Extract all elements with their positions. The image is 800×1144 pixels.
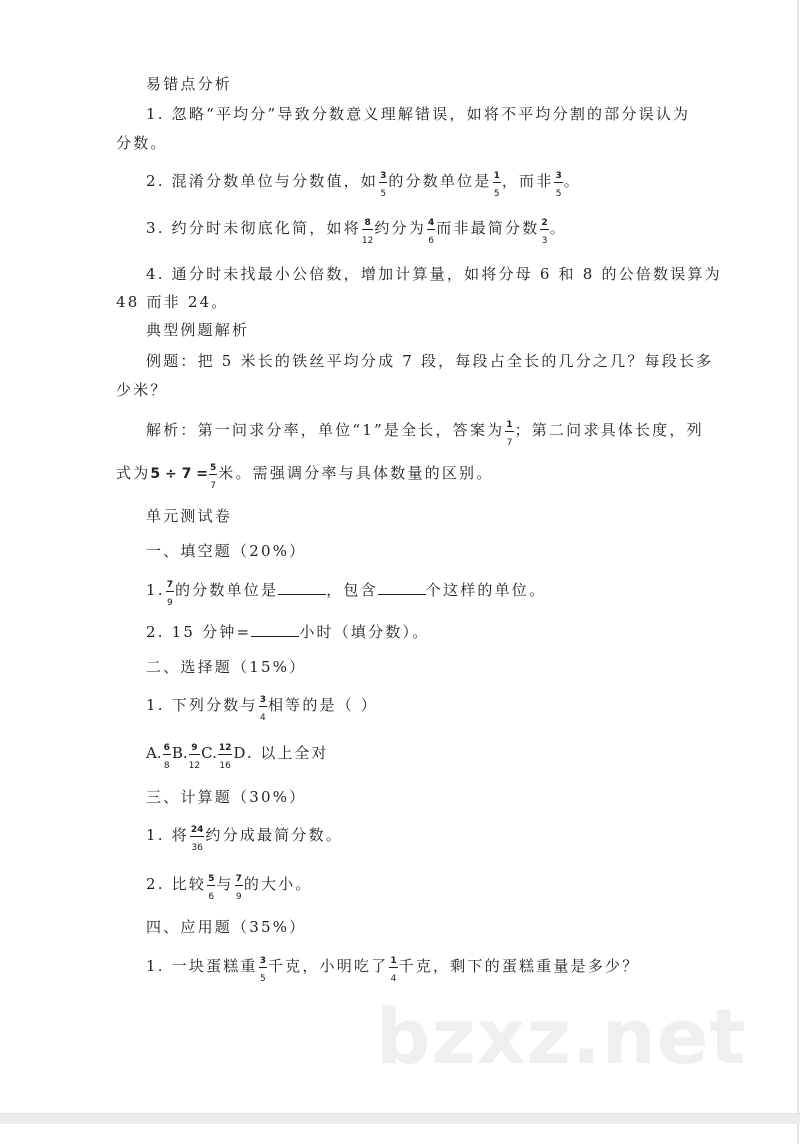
denominator: 3	[541, 236, 548, 246]
fraction	[540, 218, 548, 247]
text: 1. 下列分数与	[146, 696, 258, 714]
part3-question-2	[146, 874, 313, 903]
text: 小时（填分数）。	[299, 623, 430, 641]
denominator: 5	[555, 189, 562, 199]
text: 。	[563, 172, 581, 190]
denominator: 12	[361, 236, 374, 246]
fraction	[259, 695, 267, 724]
answer-blank[interactable]	[278, 580, 326, 595]
text: 千克，剩下的蛋糕重量是多少？	[398, 957, 640, 975]
text: 约分成最简分数。	[205, 826, 344, 844]
text: 千克，小明吃了	[267, 957, 389, 975]
denominator: 4	[259, 713, 266, 723]
numerator: 8	[362, 218, 373, 230]
section-title-test: 单元测试卷	[146, 507, 233, 525]
denominator: 6	[428, 236, 434, 246]
numerator: 2	[541, 218, 548, 228]
text: 2. 混淆分数单位与分数值，如	[146, 172, 379, 190]
part3-question-1	[146, 825, 343, 854]
denominator: 9	[235, 892, 242, 902]
text: 1. 一块蛋糕重	[146, 957, 258, 975]
fraction	[505, 420, 513, 449]
denominator: 5	[380, 189, 387, 199]
text: 式为	[116, 464, 151, 482]
part1-question-1	[146, 580, 546, 609]
math-expression: 5 ÷ 7 =	[150, 466, 208, 482]
text: ，而非	[501, 172, 554, 190]
text: 约分为	[374, 219, 426, 237]
part2-options	[146, 743, 328, 772]
next-page	[0, 1124, 799, 1144]
numerator: 3	[259, 695, 266, 705]
numerator: 5	[209, 463, 217, 473]
part1-heading: 一、填空题（20%）	[146, 542, 307, 560]
denominator: 16	[219, 761, 231, 771]
example-question-line2: 少米？	[116, 381, 168, 399]
denominator: 7	[210, 481, 216, 491]
denominator: 6	[208, 892, 215, 902]
section-title-errors: 易错点分析	[146, 75, 233, 93]
text: 。	[549, 219, 567, 237]
numerator: 7	[166, 580, 173, 590]
example-analysis-line1	[146, 420, 704, 449]
numerator: 24	[190, 825, 204, 835]
denominator: 4	[390, 974, 397, 984]
fraction	[235, 874, 243, 903]
fraction	[493, 171, 501, 200]
example-question-line1: 例题：把 5 米长的铁丝平均分成 7 段，每段占全长的几分之几？每段长多	[146, 352, 714, 370]
text: 与	[216, 875, 234, 893]
option-c-label: C.	[201, 744, 217, 762]
numerator: 5	[208, 874, 215, 884]
answer-blank[interactable]	[251, 622, 299, 637]
text: 而非最简分数	[436, 219, 540, 237]
error-item-1-line2: 分数。	[116, 134, 168, 152]
section-title-examples: 典型例题解析	[146, 321, 250, 339]
denominator: 5	[259, 974, 266, 984]
denominator: 9	[166, 598, 173, 608]
part4-question-1	[146, 956, 639, 985]
denominator: 7	[506, 438, 513, 448]
numerator: 12	[218, 743, 232, 753]
denominator: 12	[188, 761, 201, 771]
fraction	[362, 218, 373, 247]
text: 1. 将	[146, 826, 189, 844]
option-a-label: A.	[146, 744, 162, 762]
text: 个这样的单位。	[425, 581, 547, 599]
fraction	[259, 956, 267, 985]
error-item-2	[146, 171, 581, 200]
numerator: 6	[163, 743, 170, 753]
text: 的分数单位是	[388, 172, 492, 190]
error-item-4-line2: 48 而非 24。	[116, 293, 229, 311]
numerator: 4	[427, 218, 435, 228]
numerator: 7	[235, 874, 242, 884]
denominator: 5	[493, 189, 500, 199]
fraction	[190, 825, 205, 854]
fraction	[209, 463, 217, 492]
numerator: 1	[493, 171, 500, 181]
numerator: 3	[380, 171, 387, 181]
numerator: 3	[555, 171, 562, 181]
fraction	[189, 743, 200, 772]
part2-heading: 二、选择题（15%）	[146, 658, 307, 676]
watermark: bzxz.net	[376, 992, 747, 1081]
text: 2. 15 分钟=	[146, 623, 252, 641]
error-item-3	[146, 218, 567, 247]
part1-question-2	[146, 622, 429, 642]
denominator: 8	[163, 761, 170, 771]
part4-heading: 四、应用题（35%）	[146, 918, 307, 936]
numerator: 1	[390, 956, 397, 966]
denominator: 36	[191, 843, 203, 853]
text: ；第二问求具体长度，列	[514, 421, 704, 439]
part2-question-1	[146, 695, 378, 724]
text: 的分数单位是	[174, 581, 279, 599]
fraction	[166, 580, 174, 609]
text: 相等的是（ ）	[267, 696, 379, 714]
answer-blank[interactable]	[378, 580, 426, 595]
option-b-label: B.	[171, 744, 188, 762]
fraction	[379, 171, 387, 200]
part3-heading: 三、计算题（30%）	[146, 788, 307, 806]
text: 的大小。	[243, 875, 313, 893]
option-d: D. 以上全对	[233, 744, 329, 762]
fraction	[218, 743, 233, 772]
numerator: 1	[506, 420, 513, 430]
fraction	[163, 743, 171, 772]
text: 1.	[146, 581, 165, 599]
numerator: 9	[189, 743, 200, 755]
text: 3. 约分时未彻底化简，如将	[146, 219, 361, 237]
fraction	[389, 956, 397, 985]
example-analysis-line2	[116, 463, 493, 492]
fraction	[207, 874, 215, 903]
text: ，包含	[326, 581, 378, 599]
fraction	[427, 218, 435, 247]
error-item-4-line1: 4. 通分时未找最小公倍数，增加计算量，如将分母 6 和 8 的公倍数误算为	[146, 265, 722, 283]
text: 米。需强调分率与具体数量的区别。	[218, 464, 494, 482]
numerator: 3	[259, 956, 266, 966]
fraction	[554, 171, 562, 200]
text: 解析：第一问求分率，单位“1”是全长，答案为	[146, 421, 505, 439]
text: 2. 比较	[146, 875, 207, 893]
error-item-1-line1: 1. 忽略“平均分”导致分数意义理解错误，如将不平均分割的部分误认为	[146, 105, 691, 123]
